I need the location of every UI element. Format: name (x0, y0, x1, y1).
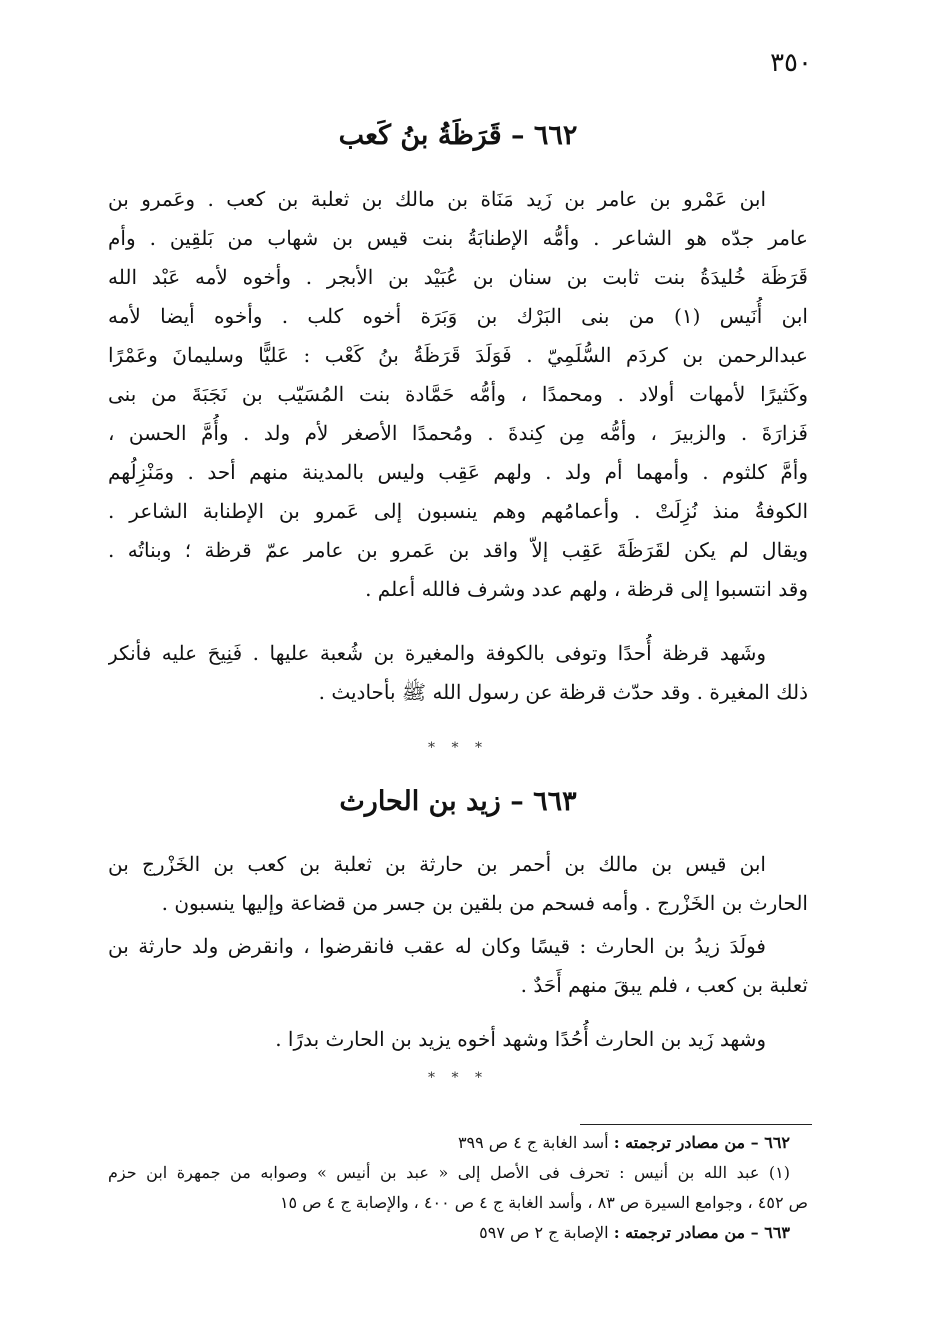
section-662-paragraph-2 (108, 634, 808, 712)
text-line: وأمَّ كلثوم . وأمهما أم ولد . ولهم عَقِب وليس بالمدينة منهم أحد . ومَنْزِلُهم (108, 460, 808, 484)
text-line: الحارث بن الخَزْرج . وأمه فسحم من بلقين بن جسر من قضاعة وإليها ينسبون . (161, 891, 808, 915)
text-line: فولَدَ زيدُ بن الحارث : قيسًا وكان له عقب فانقرضوا ، وانقرض ولد حارثة بن (108, 934, 766, 958)
text-line: عامر جدّه هو الشاعر . وأمُّه الإطنابَةُ بنت قيس بن شهاب من بَلقِين . وأم (108, 226, 808, 250)
text-line: وقد انتسبوا إلى قرظة ، ولهم عدد وشرف فالله أعلم . (365, 577, 808, 601)
section-662-title: ٦٦٢ – قَرَظَةُ بنُ كَعب (338, 120, 578, 151)
text-line: ويقال لم يكن لقَرَظَةَ عَقِب إلاّ واقد بن عَمرو بن عامر عمّ قرظة ؛ وبناتُه . (108, 538, 808, 562)
footnote-662 (108, 1128, 808, 1158)
footnote-label: ٦٦٢ – من مصادر ترجمته : (613, 1133, 790, 1152)
text-line: ذلك المغيرة . وقد حدّث قرظة عن رسول الله ﷺ بأحاديث . (318, 680, 808, 704)
section-662-paragraph-1 (108, 180, 808, 609)
footnotes (108, 1128, 808, 1248)
text-line: ثعلبة بن كعب ، فلم يبقَ منهم أَحَدٌ . (520, 973, 808, 997)
footnote-663 (108, 1218, 808, 1248)
page-number: ٣٥٠ (770, 48, 812, 78)
section-separator: * * * (428, 740, 488, 756)
text-line: ابن عَمْرو بن عامر بن زَيد مَنَاة بن مالك بن ثعلبة بن كعب . وعَمرو بن (108, 187, 766, 211)
section-separator: * * * (428, 1070, 488, 1086)
text-line: الكوفةُ منذ نُزِلَتْ . وأعمامُهم وهم ينسبون إلى عَمرو بن الإطنابة الشاعر . (108, 499, 808, 523)
section-663-title: ٦٦٣ – زيد بن الحارث (339, 786, 577, 817)
text-line: قَرَظَة خُليدَةُ بنت ثابت بن سنان بن عُبَيْد بن الأبجر . وأخوه لأمه عَبْد الله (108, 265, 808, 289)
text-line: فَزارَةَ . والزبيرَ ، وأمُّه مِن كِندةَ . ومُحمدًا الأصغر لأم ولد . وأُمَّ الحسن ، (108, 421, 808, 445)
text-line: ابن قيس بن مالك بن أحمر بن حارثة بن ثعلبة بن كعب بن الخَزْرج بن (108, 852, 766, 876)
section-663-paragraph-2 (108, 927, 808, 1005)
text-line: وشَهد قرظة أُحدًا وتوفى بالكوفة والمغيرة بن شُعبة عليها . فَنِيحَ عليه فأنكر (108, 641, 766, 665)
footnote-label: ٦٦٣ – من مصادر ترجمته : (613, 1223, 790, 1242)
section-663-paragraph-1 (108, 845, 808, 923)
text-line: عبدالرحمن بن كردَم السُّلَمِيّ . فَوَلَدَ قَرَظَةُ بنُ كَعْب : عَليًّا وسليمانَ وعَمْرًا (108, 343, 808, 367)
text-line: وكَثيرًا لأمهات أولاد . ومحمدًا ، وأمُّه حَمَّادة بنت المُسَيّب بن نَجَبَةَ من بنى (108, 382, 808, 406)
text-line: وشهد زَيد بن الحارث أُحُدًا وشهد أخوه يزيد بن الحارث بدرًا . (275, 1027, 766, 1051)
footnote-1-line: ص ٤٥٢ ، وجوامع السيرة ص ٨٣ ، وأسد الغابة ج ٤ ص ٤٠٠ ، والإصابة ج ٤ ص ١٥ (279, 1193, 808, 1212)
footnote-text: الإصابة ج ٢ ص ٥٩٧ (479, 1223, 609, 1242)
text-line: ابن أُنَيس (١) من بنى البَرْك بن وَبَرَة أخوه كلب . وأخوه أيضا لأمه (108, 304, 808, 328)
footnote-text: أسد الغابة ج ٤ ص ٣٩٩ (457, 1133, 609, 1152)
footnote-rule (580, 1124, 812, 1125)
section-663-paragraph-3 (108, 1020, 808, 1059)
footnote-1-line: (١) عبد الله بن أنيس : تحرف فى الأصل إلى « عبد بن أنيس » وصوابه من جمهرة ابن حزم (108, 1163, 790, 1182)
